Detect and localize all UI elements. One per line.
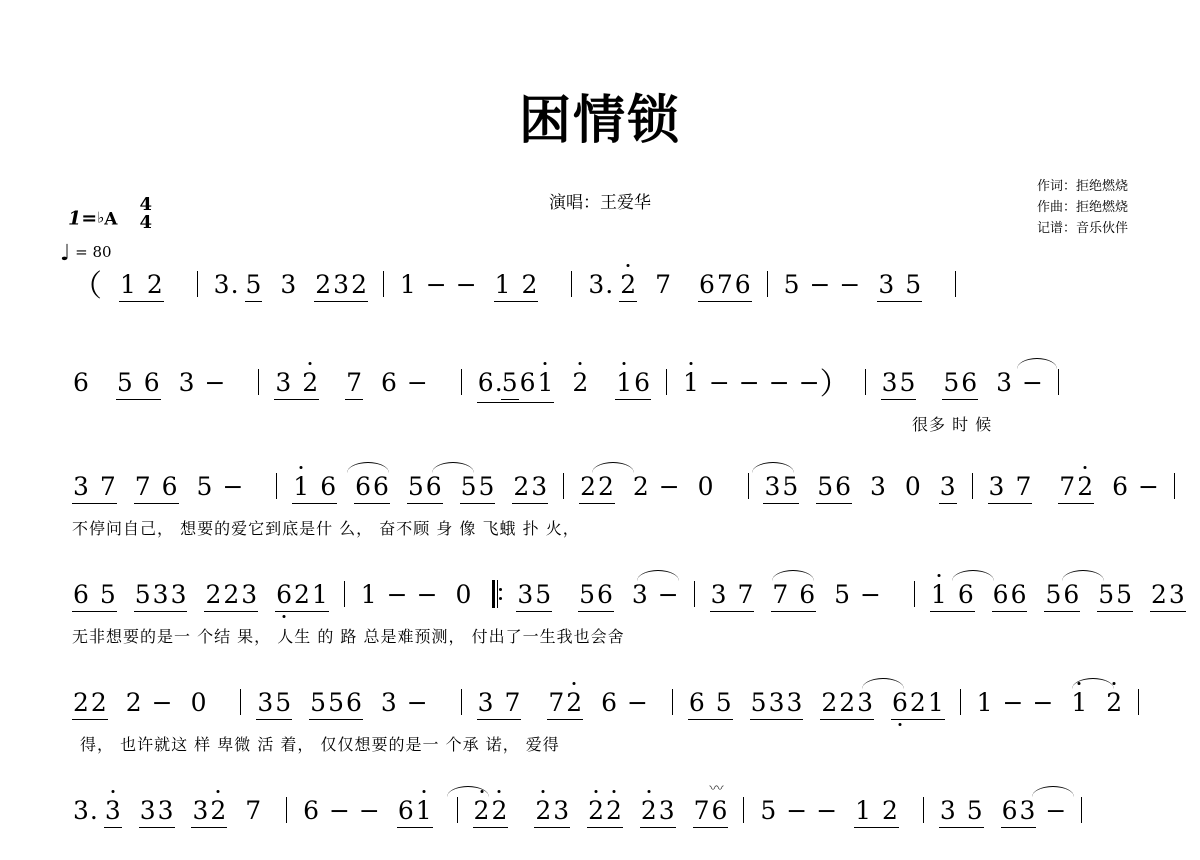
credits-block bbox=[1037, 176, 1128, 239]
note-group: 56 bbox=[407, 472, 443, 504]
note: 2 bbox=[632, 472, 649, 501]
note-group: 56 bbox=[578, 580, 614, 612]
note: 7 bbox=[655, 270, 671, 299]
barline bbox=[960, 689, 961, 715]
note: 3 bbox=[588, 270, 605, 299]
note-group: 3 7 bbox=[72, 472, 117, 504]
note: 3 bbox=[631, 580, 648, 609]
note-group: 3 7 bbox=[477, 688, 522, 720]
note-group: 1 2 bbox=[854, 796, 899, 828]
notes-row-5: 22 2 − 0 35 556 3 − 3 7 72 6 − 6 5 533 223 621 1 − − 1 2 bbox=[72, 688, 1146, 720]
note-group: 33 bbox=[139, 796, 175, 828]
note-group: 676 bbox=[698, 270, 752, 302]
note-group: 23 bbox=[534, 796, 570, 828]
note: 1 bbox=[399, 270, 416, 299]
barline bbox=[197, 271, 198, 297]
note: 1 bbox=[682, 368, 699, 397]
note-group: 56 bbox=[942, 368, 978, 400]
note: 5 bbox=[196, 472, 213, 501]
note: 2 bbox=[125, 688, 142, 717]
note: 2 bbox=[1106, 688, 1123, 717]
lyric-row-5: 得， 也许就这 样 卑微 活 着， 仅仅想要的是一 个承 诺， 爱得 bbox=[80, 735, 560, 754]
dot-right: . bbox=[89, 796, 98, 825]
note: 3 bbox=[280, 270, 297, 299]
note: 3 bbox=[178, 368, 195, 397]
note-group: 72 bbox=[1058, 472, 1094, 504]
note-group: 23 bbox=[640, 796, 676, 828]
barline bbox=[694, 581, 695, 607]
note: 1 bbox=[1071, 688, 1088, 717]
meter-numerator: 4 bbox=[139, 194, 152, 215]
note-group: 2 bbox=[619, 270, 637, 302]
note: 7 bbox=[245, 796, 262, 825]
barline bbox=[571, 271, 572, 297]
note-group: 22 bbox=[473, 796, 509, 828]
barline bbox=[258, 369, 259, 395]
lyric-row-2: 很多 时 候 bbox=[912, 415, 993, 434]
barline bbox=[1081, 797, 1082, 823]
credit-composer: 作曲：拒绝燃烧 bbox=[1036, 200, 1128, 215]
note-group: 32 bbox=[191, 796, 227, 828]
barline bbox=[767, 271, 768, 297]
barline bbox=[972, 473, 973, 499]
barline bbox=[666, 369, 667, 395]
barline bbox=[563, 473, 564, 499]
note-group: 1 2 bbox=[494, 270, 539, 302]
note-group: 3 7 bbox=[710, 580, 755, 612]
barline bbox=[1058, 369, 1059, 395]
note-group: 16 bbox=[615, 368, 651, 400]
meter-denominator: 4 bbox=[139, 211, 152, 233]
note: 3 bbox=[380, 688, 397, 717]
barline bbox=[1174, 473, 1175, 499]
note-group: 223 bbox=[820, 688, 874, 720]
note-group: 56 bbox=[816, 472, 852, 504]
note-group: 7 6 bbox=[771, 580, 816, 612]
note-group: 3 7 bbox=[988, 472, 1033, 504]
note-group: 35 bbox=[516, 580, 552, 612]
note-group: 6 5 bbox=[688, 688, 733, 720]
note: 5 bbox=[760, 796, 777, 825]
note: 1 bbox=[360, 580, 377, 609]
notes-row-2: 6 5 6 3 − 3 2 7 6 − 6.561 2 16 1 − − − −） 35 56 3 − bbox=[72, 368, 1066, 403]
barline bbox=[461, 689, 462, 715]
note-group: 66 bbox=[992, 580, 1028, 612]
tempo-marking bbox=[60, 243, 112, 265]
note-group: 7 bbox=[345, 368, 363, 400]
note: 1 bbox=[976, 688, 993, 717]
quarter-note-icon: ♩ bbox=[60, 241, 71, 266]
note-group: 66 bbox=[354, 472, 390, 504]
phrase-close-paren: ） bbox=[819, 367, 850, 402]
mordent-note: 6 〰 bbox=[709, 781, 728, 825]
note-group: 3 2 bbox=[274, 368, 319, 400]
note-group: 23 bbox=[1150, 580, 1186, 612]
barline bbox=[240, 689, 241, 715]
note-group: 76 〰 bbox=[693, 796, 729, 828]
note-group: 1 6 bbox=[930, 580, 975, 612]
barline bbox=[865, 369, 866, 395]
flat-icon: ♭ bbox=[97, 208, 105, 227]
note: 0 bbox=[697, 472, 714, 501]
note: 0 bbox=[190, 688, 207, 717]
score-line-4 bbox=[72, 580, 1185, 646]
note-group: 1 2 bbox=[119, 270, 164, 302]
barline bbox=[276, 473, 277, 499]
note-group: 63 bbox=[1001, 796, 1037, 828]
key-name: A bbox=[104, 209, 118, 230]
notes-row-4: 6 5 533 223 621 1 − − 0 35 56 3 − 3 7 7 6 5 − 1 6 66 56 55 23 bbox=[72, 580, 1200, 612]
note-group: 556 bbox=[309, 688, 363, 720]
note-group: 22 bbox=[579, 472, 615, 504]
score-line-5 bbox=[72, 688, 1132, 752]
barline bbox=[344, 581, 345, 607]
credit-transcriber: 记谱：音乐伙伴 bbox=[1036, 221, 1128, 236]
barline bbox=[923, 797, 924, 823]
note: 0 bbox=[455, 580, 472, 609]
page-title: 困情锁 bbox=[518, 90, 681, 151]
dot-right: . bbox=[605, 270, 614, 299]
note-group: 232 bbox=[314, 270, 368, 302]
note-group: 533 bbox=[134, 580, 188, 612]
note: 6 bbox=[1112, 472, 1128, 501]
score-line-2 bbox=[72, 368, 1132, 432]
barline bbox=[457, 797, 458, 823]
notes-row-3: 3 7 7 6 5 − 1 6 66 56 55 23 22 2 − 0 35 56 3 0 3 3 7 72 6 − bbox=[72, 472, 1182, 504]
note-group: 3 5 bbox=[877, 270, 922, 302]
note-group: 621 bbox=[275, 580, 329, 612]
note-group: 23 bbox=[512, 472, 548, 504]
note-group: 533 bbox=[750, 688, 804, 720]
key-label: 1= bbox=[68, 207, 98, 230]
mordent-icon: 〰 bbox=[709, 781, 724, 797]
note-group: 5 6 bbox=[116, 368, 161, 400]
note-group: 5 bbox=[245, 270, 263, 302]
note-group: 3 5 bbox=[939, 796, 984, 828]
key-signature bbox=[68, 196, 152, 231]
dot-right: . bbox=[230, 270, 239, 299]
note-group: 7 6 bbox=[134, 472, 179, 504]
note: 6 bbox=[601, 688, 618, 717]
note-group: 1 6 bbox=[292, 472, 337, 504]
phrase-open-paren: （ bbox=[72, 269, 102, 304]
notes-row-1: （ 1 2 3. 5 3 232 1 − − 1 2 3. 2 7 676 5 − − 3 5 bbox=[72, 270, 963, 302]
barline bbox=[914, 581, 915, 607]
tempo-value: = 80 bbox=[75, 243, 112, 261]
note-group: 55 bbox=[460, 472, 496, 504]
credit-lyricist: 作词：拒绝燃烧 bbox=[1036, 179, 1128, 194]
score-line-1 bbox=[72, 270, 1132, 334]
note: 6 bbox=[381, 368, 397, 397]
singer-credit: 演唱：王爱华 bbox=[549, 193, 651, 213]
note: 2 bbox=[572, 368, 589, 397]
note-group: 22 bbox=[72, 688, 108, 720]
note: 6 bbox=[303, 796, 319, 825]
barline bbox=[748, 473, 749, 499]
repeat-start-icon bbox=[492, 580, 502, 608]
barline bbox=[1138, 689, 1139, 715]
note-group: 6 5 bbox=[72, 580, 117, 612]
barline bbox=[743, 797, 744, 823]
note-group: 22 bbox=[587, 796, 623, 828]
note: 0 bbox=[904, 472, 921, 501]
note-group: 223 bbox=[204, 580, 258, 612]
barline bbox=[286, 797, 287, 823]
note-group: 55 bbox=[1097, 580, 1133, 612]
barline bbox=[955, 271, 956, 297]
time-signature bbox=[139, 196, 152, 231]
score-line-6 bbox=[72, 781, 1132, 860]
note-group: 3 bbox=[104, 796, 122, 828]
note-group: 621 bbox=[891, 688, 945, 720]
note: 5 bbox=[783, 270, 800, 299]
lyric-row-4: 无非想要的是一 个结 果， 人生 的 路 总是难预测， 付出了一生我也会舍 bbox=[72, 627, 625, 646]
score-line-3 bbox=[72, 472, 1167, 538]
note-group: 72 bbox=[547, 688, 583, 720]
barline bbox=[672, 689, 673, 715]
note: 5 bbox=[834, 580, 851, 609]
note-group: 56 bbox=[1044, 580, 1080, 612]
note-group: 61 bbox=[397, 796, 433, 828]
note: 3 bbox=[996, 368, 1012, 397]
note: 3 bbox=[213, 270, 230, 299]
note-group: 35 bbox=[256, 688, 292, 720]
barline bbox=[461, 369, 462, 395]
lyric-row-3: 不停问自己， 想要的爱它到底是什 么， 奋不顾 身 像 飞蛾 扑 火， bbox=[72, 519, 580, 538]
note-group: 35 bbox=[881, 368, 917, 400]
notes-row-6: 3. 3 33 32 7 6 − − 61 22 23 22 23 76 〰 5 − − 1 2 3 5 63 − bbox=[72, 796, 1089, 828]
note: 3 bbox=[870, 472, 886, 501]
note: 6 bbox=[73, 368, 89, 397]
note-group: 6.561 bbox=[477, 368, 555, 403]
note-group: 35 bbox=[763, 472, 799, 504]
note: 3 bbox=[73, 796, 89, 825]
note-group: 3 bbox=[939, 472, 957, 504]
barline bbox=[383, 271, 384, 297]
